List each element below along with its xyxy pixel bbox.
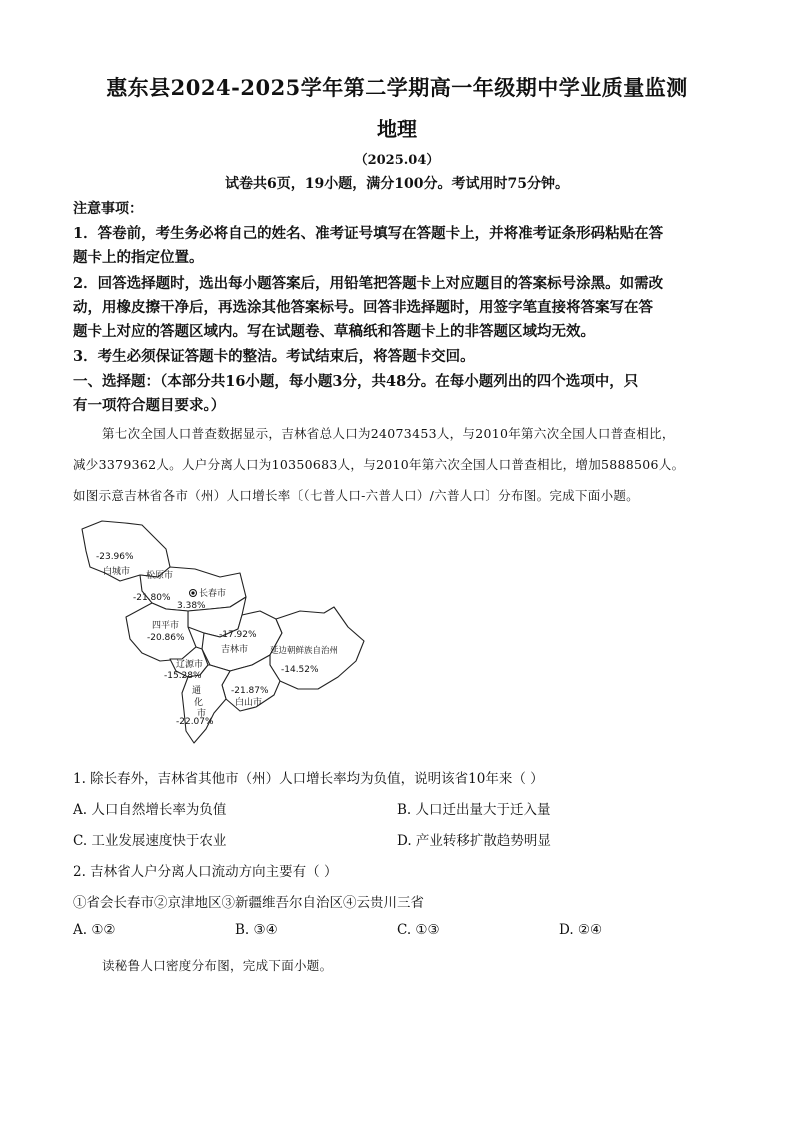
passage-line: 如图示意吉林省各市（州）人口增长率〔（七普人口-六普人口）/六普人口〕分布图。完成下面小题。 bbox=[73, 488, 639, 503]
notice-line: 1．答卷前，考生务必将自己的姓名、准考证号填写在答题卡上，并将准考证条形码粘贴在答 bbox=[73, 225, 664, 242]
map-label: 白城市 bbox=[103, 567, 131, 577]
map-label: 通 bbox=[192, 686, 202, 696]
question-stem: 1. 除长春外，吉林省其他市（州）人口增长率均为负值，说明该省10年来（ ） bbox=[73, 771, 544, 787]
map-label: 吉林市 bbox=[221, 645, 249, 655]
option-a: A. 人口自然增长率为负值 bbox=[73, 802, 227, 818]
map-label: 松原市 bbox=[146, 571, 174, 581]
passage-line: 第七次全国人口普查数据显示，吉林省总人口为24073453人，与2010年第六次全国人口普查相比， bbox=[102, 426, 675, 441]
map-label: -14.52% bbox=[281, 665, 319, 675]
map-label: 辽源市 bbox=[176, 660, 204, 670]
option-d: D. ②④ bbox=[559, 922, 603, 938]
map-label: -15.28% bbox=[164, 671, 202, 681]
map-region-siping bbox=[126, 603, 196, 661]
map-label: 延边朝鲜族自治州 bbox=[270, 646, 339, 656]
question-stem: 2. 吉林省人户分离人口流动方向主要有（ ） bbox=[73, 864, 338, 880]
section-heading: 有一项符合题目要求。） bbox=[73, 397, 226, 414]
map-label: 长春市 bbox=[199, 589, 227, 599]
map-label: -17.92% bbox=[219, 630, 257, 640]
subject-title: 地理 bbox=[377, 117, 417, 141]
option-c: C. ①③ bbox=[397, 922, 440, 938]
option-c: C. 工业发展速度快于农业 bbox=[73, 833, 227, 849]
map-label: 四平市 bbox=[152, 621, 180, 631]
map-label: -23.96% bbox=[96, 552, 134, 562]
passage-line: 读秘鲁人口密度分布图，完成下面小题。 bbox=[102, 958, 333, 973]
notice-line: 2．回答选择题时，选出每小题答案后，用铅笔把答题卡上对应题目的答案标号涂黑。如需改 bbox=[73, 275, 664, 292]
option-a: A. ①② bbox=[73, 922, 116, 938]
map-label: 市 bbox=[197, 709, 207, 719]
map-label: 白山市 bbox=[235, 698, 263, 708]
exam-date: （2025.04） bbox=[354, 153, 440, 168]
map-label: 3.38% bbox=[177, 601, 206, 611]
exam-info: 试卷共6页，19小题，满分100分。考试用时75分钟。 bbox=[225, 176, 569, 192]
map-label: -22.07% bbox=[176, 717, 214, 727]
map-label: 化 bbox=[194, 698, 204, 708]
section-heading: 一、选择题：（本部分共16小题，每小题3分，共48分。在每小题列出的四个选项中，只 bbox=[73, 373, 639, 390]
notice-line: 题卡上对应的答题区域内。写在试题卷、草稿纸和答题卡上的非答题区域均无效。 bbox=[73, 323, 595, 340]
map-label: -21.87% bbox=[231, 686, 269, 696]
notice-line: 动，用橡皮擦干净后，再选涂其他答案标号。回答非选择题时，用签字笔直接将答案写在答 bbox=[73, 299, 653, 316]
capital-marker-dot bbox=[191, 591, 194, 594]
notice-line: 3．考生必须保证答题卡的整洁。考试结束后，将答题卡交回。 bbox=[73, 348, 475, 365]
map-label: -21.80% bbox=[133, 593, 171, 603]
jilin-population-map bbox=[70, 515, 380, 755]
passage-line: 减少3379362人。人户分离人口为10350683人，与2010年第六次全国人口普查相比，增加5888506人。 bbox=[73, 457, 685, 472]
option-b: B. 人口迁出量大于迁入量 bbox=[397, 802, 551, 818]
exam-title: 惠东县2024-2025学年第二学期高一年级期中学业质量监测 bbox=[106, 75, 688, 100]
option-b: B. ③④ bbox=[235, 922, 278, 938]
notice-line: 题卡上的指定位置。 bbox=[73, 249, 204, 266]
map-label: -20.86% bbox=[147, 633, 185, 643]
option-d: D. 产业转移扩散趋势明显 bbox=[397, 833, 551, 849]
question-items: ①省会长春市②京津地区③新疆维吾尔自治区④云贵川三省 bbox=[73, 895, 424, 911]
notice-heading: 注意事项： bbox=[73, 201, 143, 217]
